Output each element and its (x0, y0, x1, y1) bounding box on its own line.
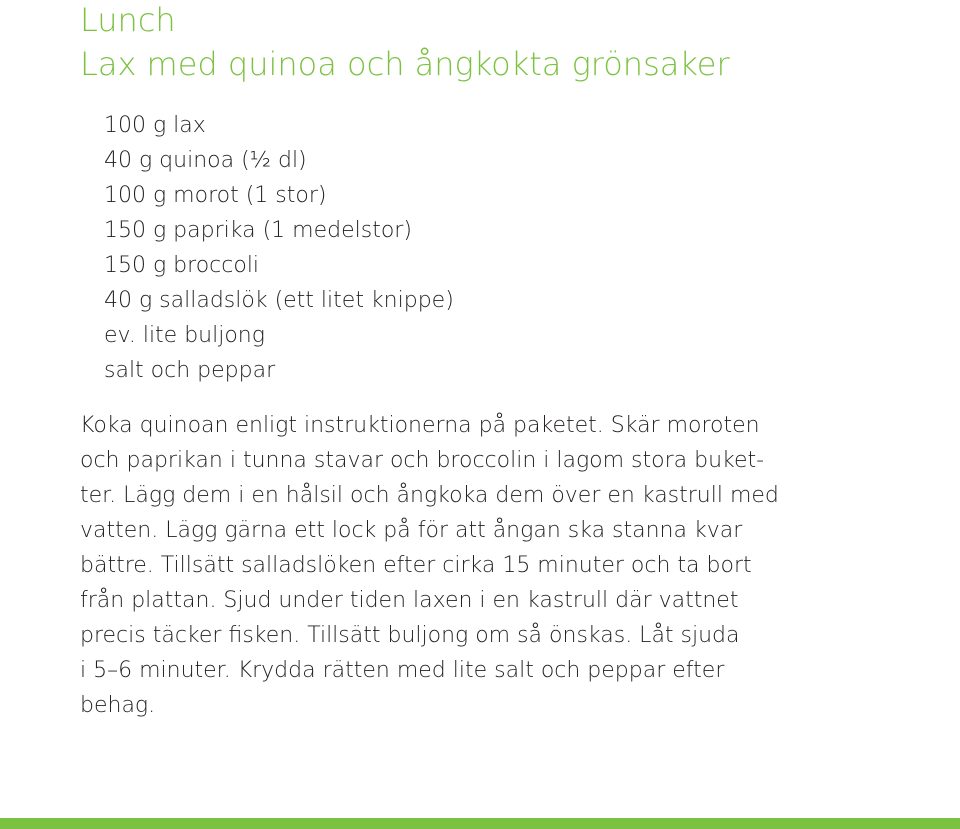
instruction-line: i 5–6 minuter. Krydda rätten med lite salt och peppar efter (80, 658, 725, 683)
ingredient-item: 100 g morot (1 stor) (104, 183, 327, 208)
instruction-line: Koka quinoan enligt instruktionerna på paketet. Skär moroten (80, 413, 760, 438)
ingredient-item: ev. lite buljong (104, 323, 265, 348)
ingredient-item: 150 g paprika (1 medelstor) (104, 218, 412, 243)
recipe-title: Lax med quinoa och ångkokta grönsaker (80, 45, 730, 83)
instruction-line: bättre. Tillsätt salladslöken efter cirka 15 minuter och ta bort (80, 553, 752, 578)
instruction-line: och paprikan i tunna stavar och broccolin i lagom stora buket- (80, 448, 765, 473)
ingredient-item: 100 g lax (104, 113, 206, 138)
ingredient-item: salt och peppar (104, 358, 276, 383)
instruction-line: ter. Lägg dem i en hålsil och ångkoka dem över en kastrull med (80, 483, 779, 508)
footer-accent-bar (0, 818, 960, 829)
instruction-line: från plattan. Sjud under tiden laxen i en kastrull där vattnet (80, 588, 739, 613)
section-title: Lunch (80, 1, 176, 39)
instruction-line: behag. (80, 693, 156, 718)
ingredient-item: 40 g salladslök (ett litet knippe) (104, 288, 454, 313)
instruction-line: precis täcker fisken. Tillsätt buljong om så önskas. Låt sjuda (80, 623, 740, 648)
ingredient-item: 40 g quinoa (½ dl) (104, 148, 307, 173)
instruction-line: vatten. Lägg gärna ett lock på för att ångan ska stanna kvar (80, 518, 743, 543)
ingredient-item: 150 g broccoli (104, 253, 260, 278)
instructions-paragraph (80, 408, 779, 723)
ingredient-list (104, 108, 454, 388)
